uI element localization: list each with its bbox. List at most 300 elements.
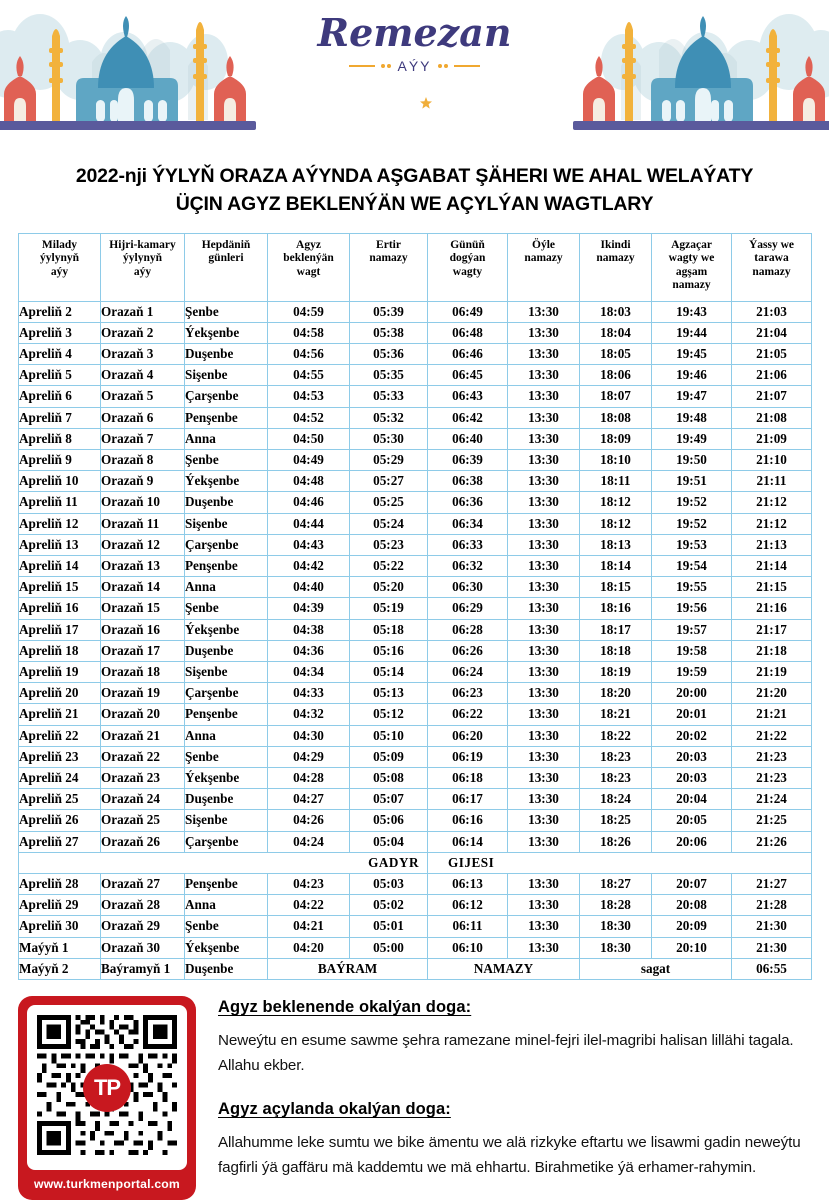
hijri-date: Baýramyň 1 <box>101 958 185 979</box>
table-header-cell-2 <box>185 233 268 301</box>
asr-time: 18:22 <box>580 725 652 746</box>
asr-time: 18:12 <box>580 492 652 513</box>
dhuhr-time: 13:30 <box>508 810 580 831</box>
maghrib-iftar-time: 20:04 <box>652 789 732 810</box>
suhoor-time: 04:20 <box>268 937 350 958</box>
isha-tarawih-time: 21:03 <box>732 301 812 322</box>
dhuhr-time: 13:30 <box>508 768 580 789</box>
dhuhr-time: 13:30 <box>508 619 580 640</box>
maghrib-iftar-time: 19:50 <box>652 449 732 470</box>
qr-url-label[interactable]: www.turkmenportal.com <box>34 1177 180 1192</box>
header-banner <box>0 0 829 152</box>
asr-time: 18:18 <box>580 640 652 661</box>
maghrib-iftar-time: 19:49 <box>652 428 732 449</box>
isha-tarawih-time: 21:08 <box>732 407 812 428</box>
dhuhr-time: 13:30 <box>508 513 580 534</box>
weekday: Şenbe <box>185 301 268 322</box>
header-line: namazy <box>752 265 791 278</box>
header-line: namazy <box>369 252 408 265</box>
table-row <box>19 937 812 958</box>
suhoor-time: 04:56 <box>268 343 350 364</box>
table-row <box>19 343 812 364</box>
sunrise-time: 06:33 <box>428 534 508 555</box>
header-line: agşam <box>675 265 708 278</box>
dhuhr-time: 13:30 <box>508 598 580 619</box>
table-header-cell-5 <box>428 233 508 301</box>
gregorian-date: Apreliň 7 <box>19 407 101 428</box>
suhoor-time: 04:30 <box>268 725 350 746</box>
hijri-date: Orazaň 13 <box>101 555 185 576</box>
gregorian-date: Apreliň 13 <box>19 534 101 555</box>
fajr-time: 05:32 <box>350 407 428 428</box>
dhuhr-time: 13:30 <box>508 301 580 322</box>
weekday: Duşenbe <box>185 492 268 513</box>
logo-title: Remezan <box>317 10 512 55</box>
dhuhr-time: 13:30 <box>508 725 580 746</box>
hijri-date: Orazaň 14 <box>101 577 185 598</box>
header-line: Ikindi <box>600 238 631 251</box>
suhoor-time: 04:42 <box>268 555 350 576</box>
weekday: Çarşenbe <box>185 386 268 407</box>
sunrise-time: 06:40 <box>428 428 508 449</box>
hijri-date: Orazaň 30 <box>101 937 185 958</box>
gregorian-date: Apreliň 16 <box>19 598 101 619</box>
gregorian-date: Apreliň 30 <box>19 916 101 937</box>
suhoor-time: 04:24 <box>268 831 350 852</box>
gregorian-date: Apreliň 9 <box>19 449 101 470</box>
gregorian-date: Apreliň 26 <box>19 810 101 831</box>
table-row <box>19 619 812 640</box>
isha-tarawih-time: 21:13 <box>732 534 812 555</box>
asr-time: 18:10 <box>580 449 652 470</box>
isha-tarawih-time: 21:23 <box>732 768 812 789</box>
dhuhr-time: 13:30 <box>508 449 580 470</box>
gregorian-date: Apreliň 17 <box>19 619 101 640</box>
fajr-time: 05:33 <box>350 386 428 407</box>
gregorian-date: Apreliň 27 <box>19 831 101 852</box>
maghrib-iftar-time: 20:10 <box>652 937 732 958</box>
asr-time: 18:07 <box>580 386 652 407</box>
prayer-texts <box>218 996 811 1181</box>
divider-dots-right <box>438 64 448 68</box>
suhoor-time: 04:59 <box>268 301 350 322</box>
suhoor-time: 04:55 <box>268 365 350 386</box>
sunrise-time: 06:30 <box>428 577 508 598</box>
dhuhr-time: 13:30 <box>508 322 580 343</box>
fajr-time: 05:07 <box>350 789 428 810</box>
weekday: Anna <box>185 725 268 746</box>
suhoor-time: 04:22 <box>268 895 350 916</box>
isha-tarawih-time: 21:25 <box>732 810 812 831</box>
maghrib-iftar-time: 20:05 <box>652 810 732 831</box>
maghrib-iftar-time: 20:03 <box>652 768 732 789</box>
asr-time: 18:23 <box>580 746 652 767</box>
sunrise-time: 06:38 <box>428 471 508 492</box>
hijri-date: Orazaň 6 <box>101 407 185 428</box>
header-line: ýylynyň <box>40 252 79 265</box>
maghrib-iftar-time: 20:01 <box>652 704 732 725</box>
table-row <box>19 301 812 322</box>
fajr-time: 05:09 <box>350 746 428 767</box>
header-line: aýy <box>133 265 152 278</box>
gregorian-date: Maýyň 2 <box>19 958 101 979</box>
gregorian-date: Apreliň 24 <box>19 768 101 789</box>
qr-code-icon[interactable] <box>27 1005 187 1170</box>
qr-code-card[interactable] <box>18 996 196 1200</box>
table-row <box>19 704 812 725</box>
hijri-date: Orazaň 22 <box>101 746 185 767</box>
fajr-time: 05:08 <box>350 768 428 789</box>
maghrib-iftar-time: 20:00 <box>652 683 732 704</box>
header-line: Agzaçar <box>671 238 712 251</box>
prayer-heading-fasting-start: Agyz beklenende okalýan doga: <box>218 998 472 1017</box>
hijri-date: Orazaň 17 <box>101 640 185 661</box>
fajr-time: 05:04 <box>350 831 428 852</box>
fajr-time: 05:29 <box>350 449 428 470</box>
weekday: Çarşenbe <box>185 534 268 555</box>
hijri-date: Orazaň 24 <box>101 789 185 810</box>
sunrise-time: 06:20 <box>428 725 508 746</box>
isha-tarawih-time: 21:21 <box>732 704 812 725</box>
table-row <box>19 746 812 767</box>
weekday: Şenbe <box>185 746 268 767</box>
hijri-date: Orazaň 23 <box>101 768 185 789</box>
isha-tarawih-time: 21:30 <box>732 937 812 958</box>
weekday: Şenbe <box>185 598 268 619</box>
suhoor-time: 04:28 <box>268 768 350 789</box>
header-line: Öýle <box>532 238 555 251</box>
table-row <box>19 874 812 895</box>
hijri-date: Orazaň 19 <box>101 683 185 704</box>
isha-tarawih-time: 21:27 <box>732 874 812 895</box>
table-row <box>19 831 812 852</box>
fajr-time: 05:27 <box>350 471 428 492</box>
asr-time: 18:06 <box>580 365 652 386</box>
suhoor-time: 04:58 <box>268 322 350 343</box>
table-header-cell-6 <box>508 233 580 301</box>
dhuhr-time: 13:30 <box>508 343 580 364</box>
table-row <box>19 810 812 831</box>
table-row <box>19 725 812 746</box>
asr-time: 18:16 <box>580 598 652 619</box>
table-row <box>19 768 812 789</box>
prayer-times-table <box>18 233 812 981</box>
dhuhr-time: 13:30 <box>508 704 580 725</box>
header-line: Milady <box>41 238 78 251</box>
table-header <box>19 233 812 301</box>
weekday: Penşenbe <box>185 555 268 576</box>
crescent-moon-star-icon <box>305 78 525 124</box>
weekday: Çarşenbe <box>185 831 268 852</box>
header-line: Hijri-kamary <box>109 238 176 251</box>
hijri-date: Orazaň 11 <box>101 513 185 534</box>
gregorian-date: Apreliň 6 <box>19 386 101 407</box>
dhuhr-time: 13:30 <box>508 471 580 492</box>
maghrib-iftar-time: 19:48 <box>652 407 732 428</box>
suhoor-time: 04:40 <box>268 577 350 598</box>
dhuhr-time: 13:30 <box>508 937 580 958</box>
fajr-time: 05:14 <box>350 661 428 682</box>
bayram-label: BAÝRAM <box>268 958 428 979</box>
isha-tarawih-time: 21:04 <box>732 322 812 343</box>
header-line: Hepdäniň <box>201 238 251 251</box>
suhoor-time: 04:44 <box>268 513 350 534</box>
gregorian-date: Apreliň 12 <box>19 513 101 534</box>
page-title <box>20 162 810 219</box>
gregorian-date: Apreliň 29 <box>19 895 101 916</box>
weekday: Şenbe <box>185 916 268 937</box>
table-row <box>19 789 812 810</box>
isha-tarawih-time: 21:20 <box>732 683 812 704</box>
weekday: Duşenbe <box>185 958 268 979</box>
hijri-date: Orazaň 8 <box>101 449 185 470</box>
gregorian-date: Apreliň 8 <box>19 428 101 449</box>
fajr-time: 05:36 <box>350 343 428 364</box>
header-line: Günüň <box>450 238 485 251</box>
table-row <box>19 895 812 916</box>
table-row <box>19 513 812 534</box>
sunrise-time: 06:22 <box>428 704 508 725</box>
isha-tarawih-time: 21:19 <box>732 661 812 682</box>
hijri-date: Orazaň 27 <box>101 874 185 895</box>
header-line: tarawa <box>754 252 789 265</box>
hijri-date: Orazaň 26 <box>101 831 185 852</box>
sunrise-time: 06:49 <box>428 301 508 322</box>
asr-time: 18:24 <box>580 789 652 810</box>
maghrib-iftar-time: 19:52 <box>652 492 732 513</box>
maghrib-iftar-time: 19:52 <box>652 513 732 534</box>
maghrib-iftar-time: 19:46 <box>652 365 732 386</box>
page-title-line-1: 2022-nji ÝYLYŇ ORAZA AÝYNDA AŞGABAT ŞÄHERI WE AHAL WELAÝATY <box>75 165 754 187</box>
table-row <box>19 407 812 428</box>
dhuhr-time: 13:30 <box>508 789 580 810</box>
hijri-date: Orazaň 12 <box>101 534 185 555</box>
table-row <box>19 365 812 386</box>
asr-time: 18:19 <box>580 661 652 682</box>
gregorian-date: Apreliň 22 <box>19 725 101 746</box>
isha-tarawih-time: 21:05 <box>732 343 812 364</box>
hijri-date: Orazaň 1 <box>101 301 185 322</box>
suhoor-time: 04:53 <box>268 386 350 407</box>
mosque-illustration-right <box>537 0 829 152</box>
suhoor-time: 04:36 <box>268 640 350 661</box>
isha-tarawih-time: 21:12 <box>732 492 812 513</box>
weekday: Anna <box>185 895 268 916</box>
maghrib-iftar-time: 19:56 <box>652 598 732 619</box>
weekday: Sişenbe <box>185 810 268 831</box>
asr-time: 18:08 <box>580 407 652 428</box>
sunrise-time: 06:10 <box>428 937 508 958</box>
fajr-time: 05:38 <box>350 322 428 343</box>
fajr-time: 05:00 <box>350 937 428 958</box>
gregorian-date: Maýyň 1 <box>19 937 101 958</box>
isha-tarawih-time: 21:06 <box>732 365 812 386</box>
hijri-date: Orazaň 29 <box>101 916 185 937</box>
header-line: aýy <box>50 265 69 278</box>
table-header-cell-1 <box>101 233 185 301</box>
isha-tarawih-time: 21:30 <box>732 916 812 937</box>
weekday: Sişenbe <box>185 365 268 386</box>
namazy-label: NAMAZY <box>428 958 580 979</box>
isha-tarawih-time: 21:22 <box>732 725 812 746</box>
sunrise-time: 06:16 <box>428 810 508 831</box>
prayer-text-fasting-end: Allahumme leke sumtu we bike ämentu we alä rizkyke eftartu we lisawmi gadin neweýtu fagfirli ýä gaffäru mä kaddemtu we mä ehhartu. Birahmetike ýä erhamer-rahymin. <box>218 1134 801 1176</box>
gregorian-date: Apreliň 20 <box>19 683 101 704</box>
fajr-time: 05:35 <box>350 365 428 386</box>
gadyr-spacer: GADYR <box>19 852 428 873</box>
hijri-date: Orazaň 25 <box>101 810 185 831</box>
header-line: Ýassy we <box>748 238 795 251</box>
isha-tarawih-time: 21:16 <box>732 598 812 619</box>
asr-time: 18:12 <box>580 513 652 534</box>
hijri-date: Orazaň 10 <box>101 492 185 513</box>
gregorian-date: Apreliň 19 <box>19 661 101 682</box>
remezan-logo <box>305 10 525 124</box>
sunrise-time: 06:11 <box>428 916 508 937</box>
sunrise-time: 06:17 <box>428 789 508 810</box>
fajr-time: 05:30 <box>350 428 428 449</box>
weekday: Şenbe <box>185 449 268 470</box>
weekday: Duşenbe <box>185 343 268 364</box>
header-line: wagty <box>452 265 483 278</box>
weekday: Anna <box>185 428 268 449</box>
hijri-date: Orazaň 15 <box>101 598 185 619</box>
sunrise-time: 06:39 <box>428 449 508 470</box>
table-header-cell-3 <box>268 233 350 301</box>
sunrise-time: 06:34 <box>428 513 508 534</box>
fajr-time: 05:13 <box>350 683 428 704</box>
maghrib-iftar-time: 19:57 <box>652 619 732 640</box>
maghrib-iftar-time: 19:47 <box>652 386 732 407</box>
weekday: Ýekşenbe <box>185 471 268 492</box>
sunrise-time: 06:13 <box>428 874 508 895</box>
hijri-date: Orazaň 5 <box>101 386 185 407</box>
suhoor-time: 04:48 <box>268 471 350 492</box>
header-line: dogýan <box>449 252 486 265</box>
dhuhr-time: 13:30 <box>508 428 580 449</box>
fajr-time: 05:02 <box>350 895 428 916</box>
header-line: beklenýän <box>283 252 334 265</box>
table-row <box>19 322 812 343</box>
gadyr-gijesi-row <box>19 852 812 873</box>
dhuhr-time: 13:30 <box>508 895 580 916</box>
sunrise-time: 06:23 <box>428 683 508 704</box>
prayer-times-table-wrapper <box>18 233 811 981</box>
dhuhr-time: 13:30 <box>508 534 580 555</box>
weekday: Duşenbe <box>185 789 268 810</box>
maghrib-iftar-time: 20:08 <box>652 895 732 916</box>
fajr-time: 05:22 <box>350 555 428 576</box>
asr-time: 18:28 <box>580 895 652 916</box>
sunrise-time: 06:45 <box>428 365 508 386</box>
table-row <box>19 598 812 619</box>
weekday: Sişenbe <box>185 513 268 534</box>
asr-time: 18:04 <box>580 322 652 343</box>
asr-time: 18:09 <box>580 428 652 449</box>
table-header-cell-8 <box>652 233 732 301</box>
maghrib-iftar-time: 20:06 <box>652 831 732 852</box>
suhoor-time: 04:32 <box>268 704 350 725</box>
sunrise-time: 06:36 <box>428 492 508 513</box>
asr-time: 18:15 <box>580 577 652 598</box>
hijri-date: Orazaň 3 <box>101 343 185 364</box>
dhuhr-time: 13:30 <box>508 407 580 428</box>
hijri-date: Orazaň 7 <box>101 428 185 449</box>
gregorian-date: Apreliň 2 <box>19 301 101 322</box>
maghrib-iftar-time: 19:53 <box>652 534 732 555</box>
fajr-time: 05:18 <box>350 619 428 640</box>
hijri-date: Orazaň 16 <box>101 619 185 640</box>
sunrise-time: 06:32 <box>428 555 508 576</box>
maghrib-iftar-time: 19:44 <box>652 322 732 343</box>
bayram-time: 06:55 <box>732 958 812 979</box>
isha-tarawih-time: 21:14 <box>732 555 812 576</box>
fajr-time: 05:12 <box>350 704 428 725</box>
asr-time: 18:13 <box>580 534 652 555</box>
maghrib-iftar-time: 20:03 <box>652 746 732 767</box>
suhoor-time: 04:50 <box>268 428 350 449</box>
gadyr-label: GIJESI <box>428 852 812 873</box>
sunrise-time: 06:14 <box>428 831 508 852</box>
fajr-time: 05:03 <box>350 874 428 895</box>
weekday: Anna <box>185 577 268 598</box>
weekday: Çarşenbe <box>185 683 268 704</box>
sunrise-time: 06:19 <box>428 746 508 767</box>
weekday: Penşenbe <box>185 407 268 428</box>
gregorian-date: Apreliň 21 <box>19 704 101 725</box>
weekday: Penşenbe <box>185 874 268 895</box>
fajr-time: 05:20 <box>350 577 428 598</box>
maghrib-iftar-time: 20:02 <box>652 725 732 746</box>
isha-tarawih-time: 21:26 <box>732 831 812 852</box>
maghrib-iftar-time: 19:51 <box>652 471 732 492</box>
isha-tarawih-time: 21:07 <box>732 386 812 407</box>
suhoor-time: 04:43 <box>268 534 350 555</box>
asr-time: 18:17 <box>580 619 652 640</box>
table-header-cell-0 <box>19 233 101 301</box>
dhuhr-time: 13:30 <box>508 386 580 407</box>
dhuhr-time: 13:30 <box>508 555 580 576</box>
header-line: wagt <box>296 265 321 278</box>
gregorian-date: Apreliň 15 <box>19 577 101 598</box>
table-header-cell-4 <box>350 233 428 301</box>
sunrise-time: 06:12 <box>428 895 508 916</box>
dhuhr-time: 13:30 <box>508 831 580 852</box>
asr-time: 18:21 <box>580 704 652 725</box>
page-title-line-2: ÜÇIN AGYZ BEKLENÝÄN WE AÇYLÝAN WAGTLARY <box>175 193 654 216</box>
isha-tarawih-time: 21:28 <box>732 895 812 916</box>
table-row <box>19 449 812 470</box>
table-body <box>19 301 812 980</box>
table-row <box>19 471 812 492</box>
bayram-namazy-row <box>19 958 812 979</box>
table-header-cell-7 <box>580 233 652 301</box>
asr-time: 18:26 <box>580 831 652 852</box>
mosque-illustration-left <box>0 0 292 152</box>
sunrise-time: 06:46 <box>428 343 508 364</box>
table-row <box>19 683 812 704</box>
gregorian-date: Apreliň 5 <box>19 365 101 386</box>
table-row <box>19 555 812 576</box>
sunrise-time: 06:26 <box>428 640 508 661</box>
sunrise-time: 06:18 <box>428 768 508 789</box>
header-line: günleri <box>208 252 244 265</box>
fajr-time: 05:24 <box>350 513 428 534</box>
sunrise-time: 06:48 <box>428 322 508 343</box>
suhoor-time: 04:34 <box>268 661 350 682</box>
sunrise-time: 06:24 <box>428 661 508 682</box>
asr-time: 18:25 <box>580 810 652 831</box>
